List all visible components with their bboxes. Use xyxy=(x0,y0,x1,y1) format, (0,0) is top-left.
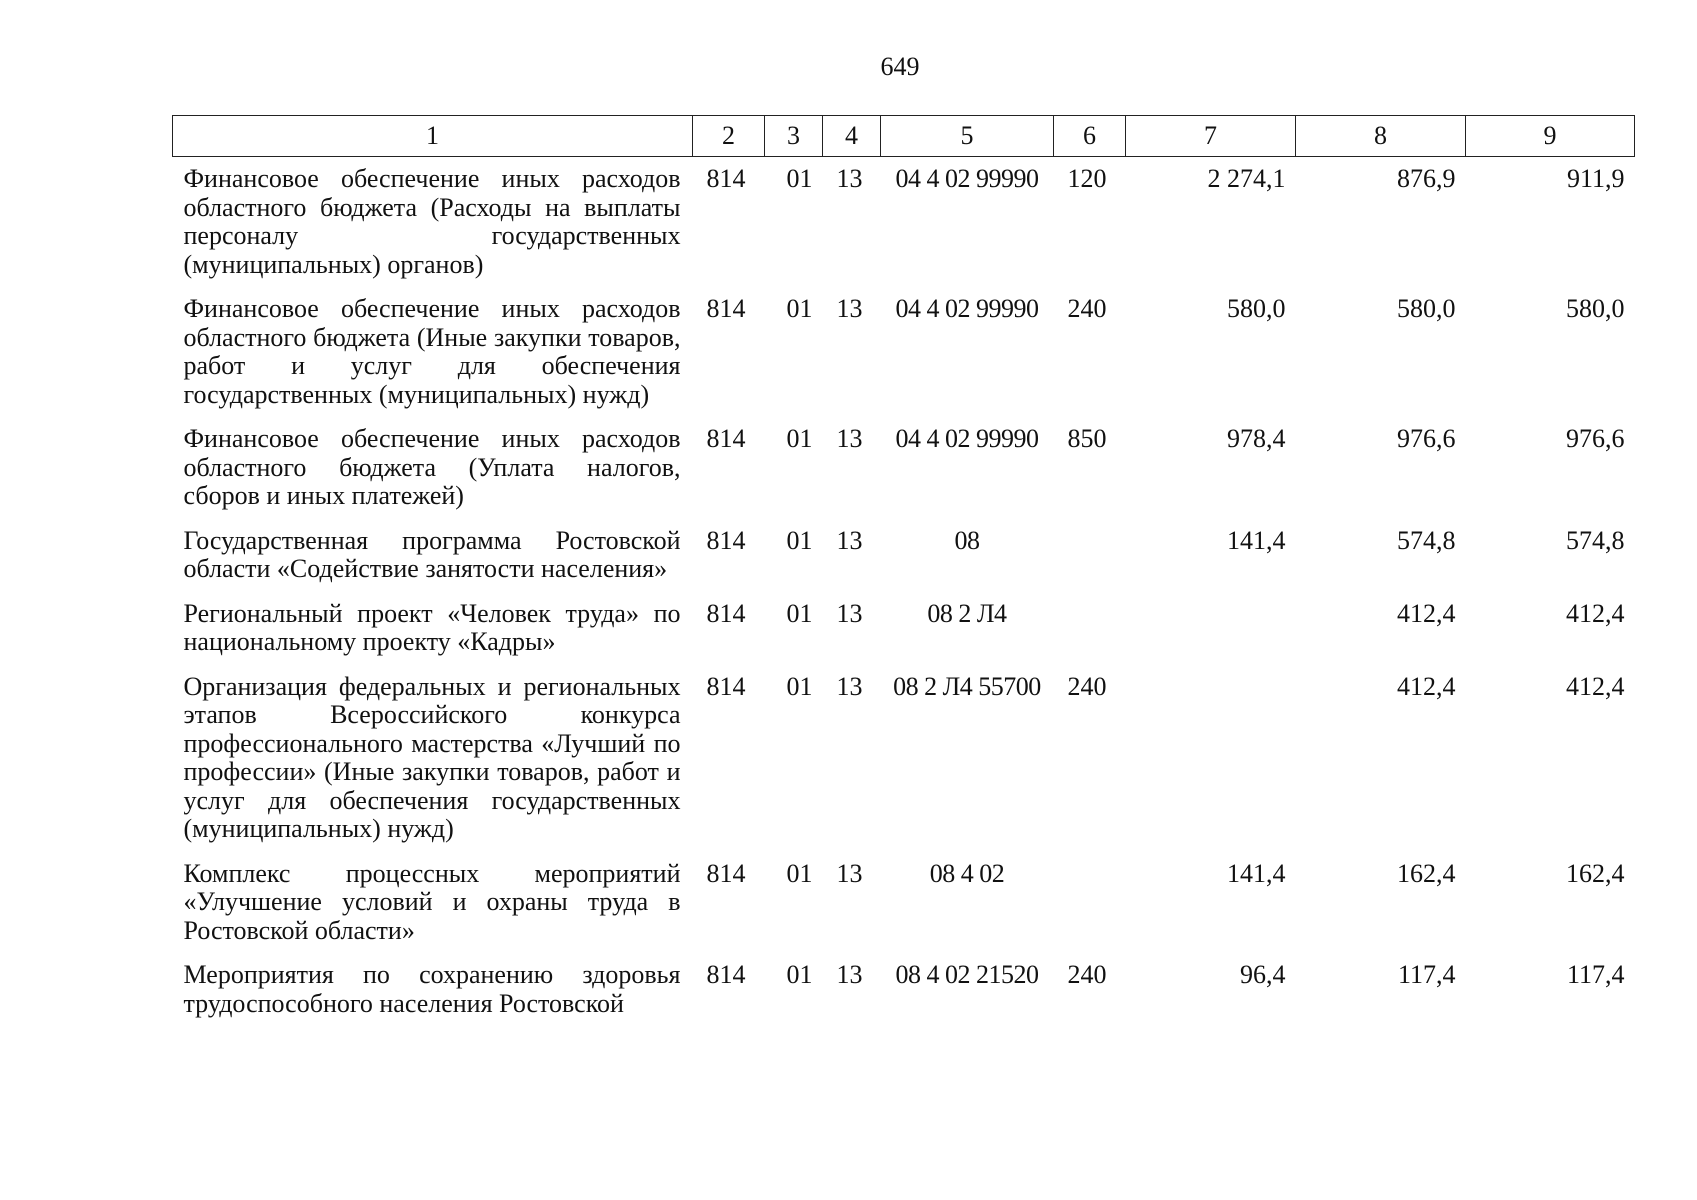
amount-col-9: 976,6 xyxy=(1566,424,1625,453)
amount-col-7: 141,4 xyxy=(1227,858,1286,888)
expense-name: Финансовое обеспечение иных расходов областного бюджета (Расходы на выплаты персоналу государственных (муниципальных) органов) xyxy=(183,164,681,279)
grbs-code: 814 xyxy=(706,294,746,323)
subsection-code: 13 xyxy=(836,525,863,555)
expense-name: Организация федеральных и региональных этапов Всероссийского конкурса профессионального мастерства «Лучший по профессии» (Иные закупки товаров, работ и услуг для обеспечения государственных (муниципальных) нужд) xyxy=(183,671,681,843)
header-col-9: 9 xyxy=(1466,116,1635,157)
amount-col-9: 162,4 xyxy=(1566,858,1625,888)
subsection-code: 13 xyxy=(836,598,863,628)
table-row xyxy=(173,665,1635,852)
header-col-5: 5 xyxy=(881,116,1054,157)
expense-name: Мероприятия по сохранению здоровья трудоспособного населения Ростовской xyxy=(183,960,681,1018)
subsection-code: 13 xyxy=(836,858,863,888)
amount-col-8: 412,4 xyxy=(1397,598,1456,628)
amount-col-8: 117,4 xyxy=(1397,960,1456,989)
table-row xyxy=(173,417,1635,519)
header-row xyxy=(173,116,1635,157)
amount-col-9: 412,4 xyxy=(1566,598,1625,628)
section-code: 01 xyxy=(786,598,813,628)
amount-col-8: 574,8 xyxy=(1397,525,1456,555)
amount-col-8: 876,9 xyxy=(1397,164,1456,193)
section-code: 01 xyxy=(786,960,813,989)
section-code: 01 xyxy=(786,858,813,888)
amount-col-9: 911,9 xyxy=(1566,164,1625,193)
grbs-code: 814 xyxy=(706,858,746,888)
table-row xyxy=(173,287,1635,417)
header-col-1: 1 xyxy=(173,116,693,157)
amount-col-7: 96,4 xyxy=(1240,960,1286,989)
target-article-code: 04 4 02 99990 xyxy=(895,424,1039,453)
section-code: 01 xyxy=(786,671,813,701)
expense-type-code: 120 xyxy=(1067,164,1107,193)
subsection-code: 13 xyxy=(836,294,863,323)
amount-col-7 xyxy=(1126,592,1296,665)
amount-col-9: 412,4 xyxy=(1566,671,1625,701)
expense-name: Финансовое обеспечение иных расходов областного бюджета (Уплата налогов, сборов и иных платежей) xyxy=(183,424,681,510)
expense-type-code: 850 xyxy=(1067,424,1107,453)
table-body xyxy=(173,157,1635,1027)
section-code: 01 xyxy=(786,525,813,555)
target-article-code: 08 2 Л4 55700 xyxy=(893,671,1041,701)
budget-table xyxy=(172,115,1635,1026)
header-col-7: 7 xyxy=(1126,116,1296,157)
expense-name: Государственная программа Ростовской области «Содействие занятости населения» xyxy=(183,525,681,583)
section-code: 01 xyxy=(786,424,813,453)
subsection-code: 13 xyxy=(836,164,863,193)
amount-col-8: 412,4 xyxy=(1397,671,1456,701)
header-col-4: 4 xyxy=(823,116,881,157)
amount-col-7: 141,4 xyxy=(1227,525,1286,555)
expense-type-code xyxy=(1054,519,1126,592)
table-row xyxy=(173,592,1635,665)
table-row xyxy=(173,519,1635,592)
header-col-3: 3 xyxy=(765,116,823,157)
amount-col-8: 580,0 xyxy=(1397,294,1456,323)
amount-col-9: 117,4 xyxy=(1566,960,1625,989)
amount-col-7: 580,0 xyxy=(1227,294,1286,323)
amount-col-7 xyxy=(1126,665,1296,852)
expense-type-code xyxy=(1054,852,1126,954)
header-col-6: 6 xyxy=(1054,116,1126,157)
table-row xyxy=(173,953,1635,1026)
section-code: 01 xyxy=(786,294,813,323)
subsection-code: 13 xyxy=(836,960,863,989)
expense-type-code: 240 xyxy=(1067,960,1107,989)
table-header xyxy=(173,116,1635,157)
target-article-code: 04 4 02 99990 xyxy=(895,294,1039,323)
amount-col-9: 574,8 xyxy=(1566,525,1625,555)
grbs-code: 814 xyxy=(706,424,746,453)
section-code: 01 xyxy=(786,164,813,193)
table-row xyxy=(173,852,1635,954)
expense-name: Региональный проект «Человек труда» по национальному проекту «Кадры» xyxy=(183,598,681,656)
expense-type-code xyxy=(1054,592,1126,665)
header-col-2: 2 xyxy=(693,116,765,157)
grbs-code: 814 xyxy=(706,164,746,193)
target-article-code: 08 4 02 21520 xyxy=(895,960,1039,989)
subsection-code: 13 xyxy=(836,671,863,701)
target-article-code: 04 4 02 99990 xyxy=(895,164,1039,193)
subsection-code: 13 xyxy=(836,424,863,453)
amount-col-7: 2 274,1 xyxy=(1207,164,1286,193)
grbs-code: 814 xyxy=(706,525,746,555)
expense-name: Комплекс процессных мероприятий «Улучшение условий и охраны труда в Ростовской области» xyxy=(183,858,681,945)
table-row xyxy=(173,157,1635,288)
target-article-code: 08 xyxy=(954,525,980,555)
page-number: 649 xyxy=(880,52,920,81)
expense-type-code: 240 xyxy=(1067,671,1107,701)
grbs-code: 814 xyxy=(706,598,746,628)
header-col-8: 8 xyxy=(1296,116,1466,157)
target-article-code: 08 2 Л4 xyxy=(927,598,1007,628)
amount-col-8: 976,6 xyxy=(1397,424,1456,453)
expense-type-code: 240 xyxy=(1067,294,1107,323)
expense-name: Финансовое обеспечение иных расходов областного бюджета (Иные закупки товаров, работ и услуг для обеспечения государственных (муниципальных) нужд) xyxy=(183,294,681,409)
amount-col-9: 580,0 xyxy=(1566,294,1625,323)
amount-col-7: 978,4 xyxy=(1227,424,1286,453)
grbs-code: 814 xyxy=(706,960,746,989)
amount-col-8: 162,4 xyxy=(1397,858,1456,888)
grbs-code: 814 xyxy=(706,671,746,701)
target-article-code: 08 4 02 xyxy=(929,858,1005,888)
